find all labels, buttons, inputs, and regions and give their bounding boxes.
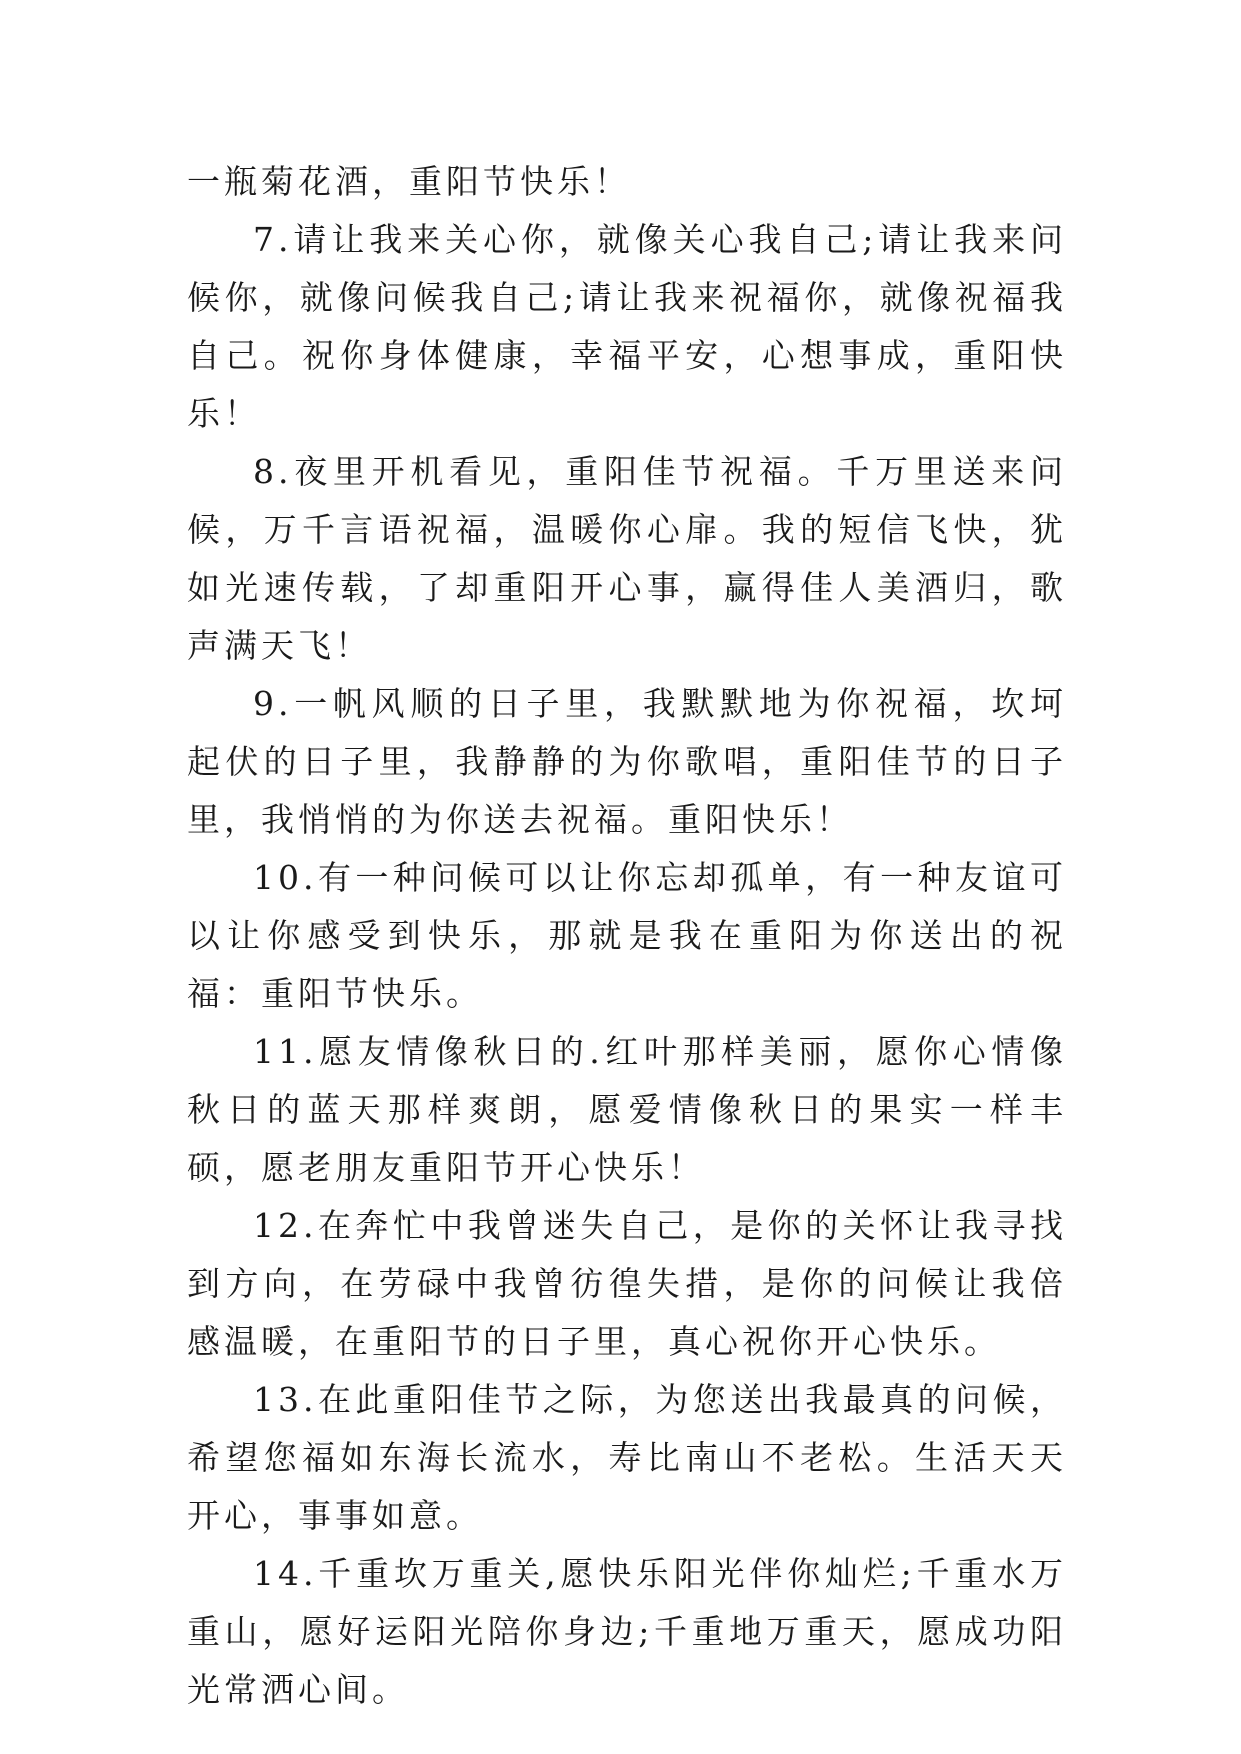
paragraph-7: 7.请让我来关心你，就像关心我自己;请让我来问候你，就像问候我自己;请让我来祝福你，就像祝福我自己。祝你身体健康，幸福平安，心想事成，重阳快乐！ [187, 220, 1067, 433]
paragraph-12: 12.在奔忙中我曾迷失自己，是你的关怀让我寻找到方向，在劳碌中我曾彷徨失措，是你的问候让我倍感温暖，在重阳节的日子里，真心祝你开心快乐。 [187, 1206, 1067, 1361]
document-body [187, 153, 1067, 1719]
paragraph-9: 9.一帆风顺的日子里，我默默地为你祝福，坎坷起伏的日子里，我静静的为你歌唱，重阳佳节的日子里，我悄悄的为你送去祝福。重阳快乐！ [187, 684, 1067, 839]
paragraph-continuation: 一瓶菊花酒，重阳节快乐！ [187, 162, 631, 201]
paragraph-14: 14.千重坎万重关,愿快乐阳光伴你灿烂;千重水万重山，愿好运阳光陪你身边;千重地万重天，愿成功阳光常洒心间。 [187, 1554, 1067, 1709]
paragraph-13: 13.在此重阳佳节之际，为您送出我最真的问候，希望您福如东海长流水，寿比南山不老松。生活天天开心，事事如意。 [187, 1380, 1067, 1535]
paragraph-11: 11.愿友情像秋日的.红叶那样美丽，愿你心情像秋日的蓝天那样爽朗，愿爱情像秋日的果实一样丰硕，愿老朋友重阳节开心快乐！ [187, 1032, 1067, 1187]
paragraph-10: 10.有一种问候可以让你忘却孤单，有一种友谊可以让你感受到快乐，那就是我在重阳为你送出的祝福：重阳节快乐。 [187, 858, 1067, 1013]
paragraph-8: 8.夜里开机看见，重阳佳节祝福。千万里送来问候，万千言语祝福，温暖你心扉。我的短信飞快，犹如光速传载，了却重阳开心事，赢得佳人美酒归，歌声满天飞！ [187, 452, 1067, 665]
